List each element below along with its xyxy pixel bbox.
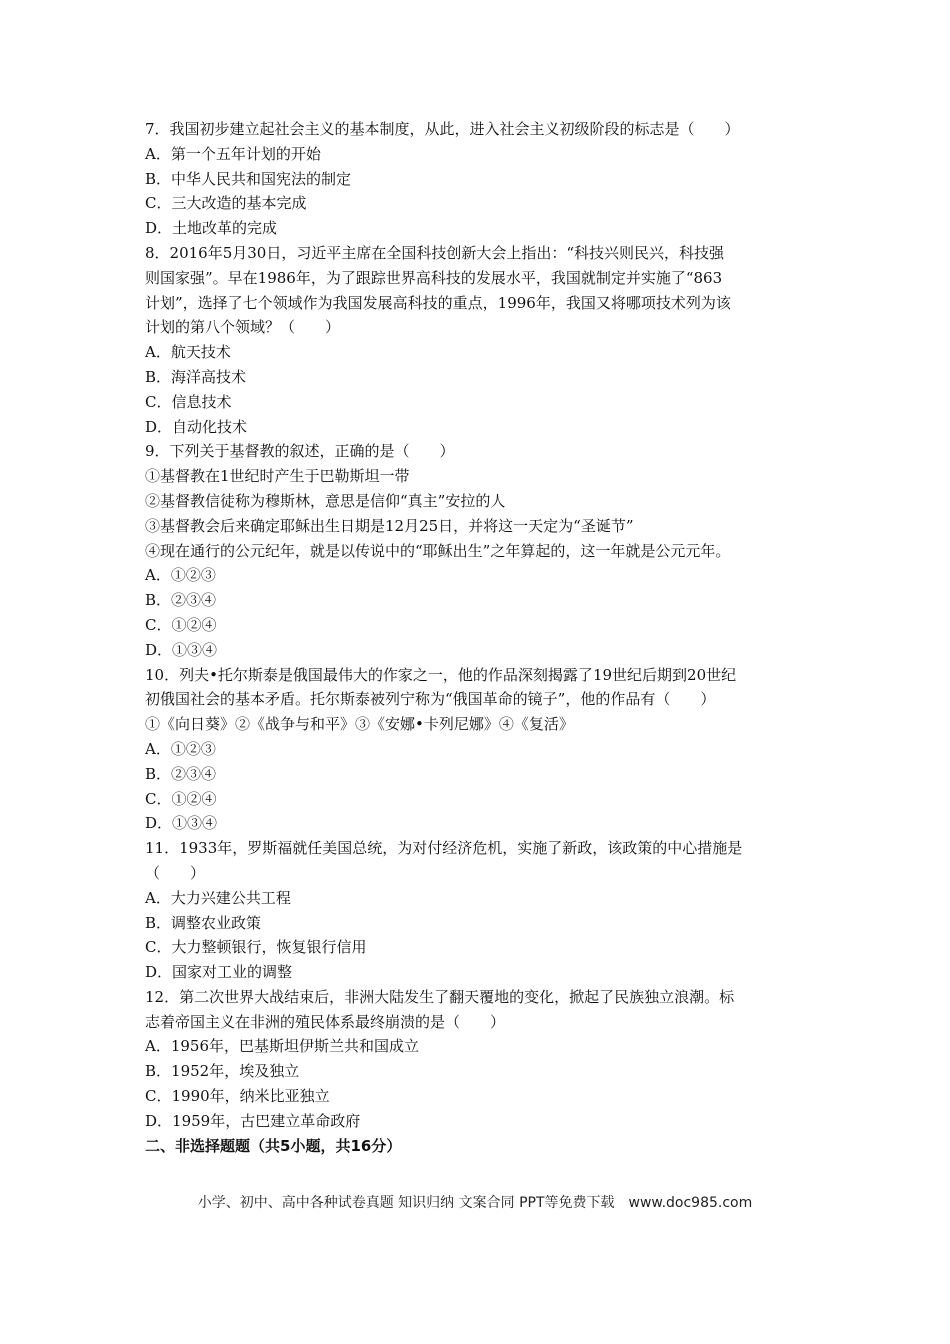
answer-option: A．1956年，巴基斯坦伊斯兰共和国成立 [145, 1037, 420, 1056]
question-stem-line: 8．2016年5月30日，习近平主席在全国科技创新大会上指出：“科技兴则民兴，科技强 [145, 243, 725, 262]
question-block [145, 117, 815, 241]
answer-option: C．信息技术 [145, 392, 232, 411]
question-stem-line: （ ） [145, 863, 206, 882]
question-block [145, 241, 815, 439]
answer-option: D．土地改革的完成 [145, 219, 278, 238]
answer-option: D．自动化技术 [145, 417, 248, 436]
question-block [145, 663, 815, 837]
question-stem-line: ④现在通行的公元纪年，就是以传说中的“耶稣出生”之年算起的，这一年就是公元元年。 [145, 541, 731, 560]
answer-option: A．大力兴建公共工程 [145, 888, 291, 907]
answer-option: D．①③④ [145, 640, 218, 659]
answer-option: D．国家对工业的调整 [145, 963, 293, 982]
answer-option: B．中华人民共和国宪法的制定 [145, 169, 352, 188]
answer-option: C．①②④ [145, 789, 217, 808]
question-stem-line: 10．列夫•托尔斯泰是俄国最伟大的作家之一，他的作品深刻揭露了19世纪后期到20世纪 [145, 665, 737, 684]
question-stem-line: 7．我国初步建立起社会主义的基本制度，从此，进入社会主义初级阶段的标志是（ ） [145, 120, 740, 138]
question-block [145, 985, 815, 1134]
section-heading: 二、非选择题题（共5小题，共16分） [145, 1136, 402, 1155]
question-stem-line: 初俄国社会的基本矛盾。托尔斯泰被列宁称为“俄国革命的镜子”，他的作品有（ ） [145, 690, 716, 709]
answer-option: B．②③④ [145, 591, 217, 610]
question-stem-line: 计划的第八个领域？（ ） [145, 318, 341, 337]
question-list [145, 117, 815, 1134]
question-stem-line: 计划”，选择了七个领域作为我国发展高科技的重点，1996年，我国又将哪项技术列为该 [145, 293, 731, 312]
question-stem-line: ①基督教在1世纪时产生于巴勒斯坦一带 [145, 467, 410, 486]
answer-option: C．①②④ [145, 615, 217, 634]
answer-option: B．1952年，埃及独立 [145, 1062, 300, 1081]
answer-option: D．①③④ [145, 814, 218, 833]
answer-option: A．①②③ [145, 739, 216, 758]
answer-option: D．1959年，古巴建立革命政府 [145, 1111, 361, 1130]
exam-page [145, 117, 815, 1158]
answer-option: B．海洋高技术 [145, 367, 247, 386]
question-block [145, 836, 815, 985]
answer-option: A．航天技术 [145, 343, 231, 362]
question-stem-line: 志着帝国主义在非洲的殖民体系最终崩溃的是（ ） [145, 1012, 506, 1031]
answer-option: B．调整农业政策 [145, 913, 262, 932]
answer-option: C．三大改造的基本完成 [145, 194, 307, 213]
page-footer: 小学、初中、高中各种试卷真题 知识归纳 文案合同 PPT等免费下载 www.doc985.com [197, 1195, 753, 1211]
answer-option: A．①②③ [145, 566, 216, 585]
question-stem-line: 9．下列关于基督教的叙述，正确的是（ ） [145, 442, 455, 461]
answer-option: B．②③④ [145, 764, 217, 783]
question-block [145, 439, 815, 662]
answer-option: C．1990年，纳米比亚独立 [145, 1087, 330, 1106]
question-stem-line: 11．1933年，罗斯福就任美国总统，为对付经济危机，实施了新政，该政策的中心措施是 [145, 839, 743, 858]
answer-option: A．第一个五年计划的开始 [145, 144, 321, 163]
question-stem-line: ①《向日葵》②《战争与和平》③《安娜•卡列尼娜》④《复活》 [145, 715, 574, 734]
answer-option: C．大力整顿银行，恢复银行信用 [145, 938, 367, 957]
question-stem-line: 12．第二次世界大战结束后，非洲大陆发生了翻天覆地的变化，掀起了民族独立浪潮。标 [145, 987, 735, 1006]
question-stem-line: 则国家强”。早在1986年，为了跟踪世界高科技的发展水平，我国就制定并实施了“863 [145, 268, 723, 287]
question-stem-line: ②基督教信徒称为穆斯林，意思是信仰“真主”安拉的人 [145, 491, 506, 510]
question-stem-line: ③基督教会后来确定耶稣出生日期是12月25日，并将这一天定为“圣诞节” [145, 516, 634, 535]
